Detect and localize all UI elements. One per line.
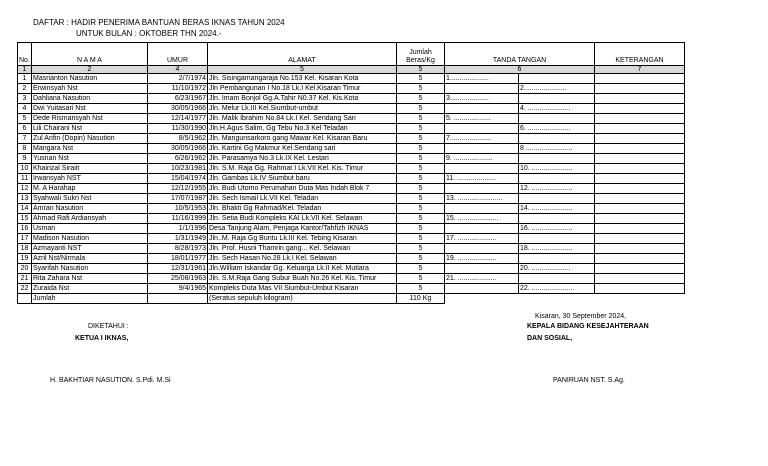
recipient-address: Jln. Parasamya No.3 Lk.IX Kel. Lestari [208, 154, 397, 164]
signature-slot-left [445, 144, 519, 154]
total-words: (Seratus sepuluh kilogram) [208, 294, 397, 304]
row-number: 8 [18, 144, 32, 154]
remarks-cell [595, 184, 685, 194]
recipient-birthdate: 11/16/1999 [148, 214, 208, 224]
kepala-title: KEPALA BIDANG KESEJAHTERAAN [527, 323, 649, 330]
signature-slot-right: 12. ..................... [519, 184, 595, 194]
rice-amount: 5 [397, 234, 445, 244]
recipient-birthdate: 6/26/1962 [148, 154, 208, 164]
recipient-name: Usman [32, 224, 148, 234]
remarks-cell [595, 134, 685, 144]
recipient-address: Kompleks Duta Mas VII Siumbut-Umbut Kisaran [208, 284, 397, 294]
rice-amount: 5 [397, 184, 445, 194]
signature-slot-left [445, 244, 519, 254]
signature-slot-left [445, 264, 519, 274]
signature-slot-left: 1.................... [445, 74, 519, 84]
table-row [18, 224, 685, 234]
table-row [18, 134, 685, 144]
signature-slot-right: 18. ..................... [519, 244, 595, 254]
signature-slot-right: 14. ..................... [519, 204, 595, 214]
recipient-birthdate: 11/10/1972 [148, 84, 208, 94]
row-number: 1 [18, 74, 32, 84]
col-number: 2 [32, 66, 148, 74]
remarks-cell [595, 124, 685, 134]
rice-amount: 5 [397, 114, 445, 124]
recipient-name: Lili Chairani Nst [32, 124, 148, 134]
rice-amount: 5 [397, 274, 445, 284]
signature-slot-right: 8 ........................ [519, 144, 595, 154]
row-number: 18 [18, 244, 32, 254]
recipient-birthdate: 30/05/1966 [148, 104, 208, 114]
row-number: 6 [18, 124, 32, 134]
remarks-cell [595, 254, 685, 264]
col-number: 5 [397, 66, 445, 74]
recipient-birthdate: 15/04/1974 [148, 174, 208, 184]
recipient-name: Dahliana Nasution [32, 94, 148, 104]
total-blank [595, 294, 685, 304]
table-row [18, 154, 685, 164]
rice-amount: 5 [397, 154, 445, 164]
recipient-birthdate: 10/5/1953 [148, 204, 208, 214]
table-row [18, 74, 685, 84]
row-number: 21 [18, 274, 32, 284]
signature-slot-right: 2...................... [519, 84, 595, 94]
recipient-name: Ahmad Rafi Ardiansyah [32, 214, 148, 224]
recipient-name: Dwi Yuitasari Nst [32, 104, 148, 114]
remarks-cell [595, 94, 685, 104]
recipient-birthdate: 8/28/1973 [148, 244, 208, 254]
signature-slot-left: 19. .................... [445, 254, 519, 264]
recipient-birthdate: 17/07/1987 [148, 194, 208, 204]
remarks-cell [595, 164, 685, 174]
signature-slot-left: 15. ..................... [445, 214, 519, 224]
table-row [18, 104, 685, 114]
recipient-name: Syarifah Nasution [32, 264, 148, 274]
remarks-cell [595, 284, 685, 294]
signature-slot-left: 7..................... [445, 134, 519, 144]
recipient-birthdate: 8/5/1962 [148, 134, 208, 144]
signature-slot-left: 9. .................... [445, 154, 519, 164]
signature-slot-left: 17. .................... [445, 234, 519, 244]
recipient-birthdate: 11/30/1990 [148, 124, 208, 134]
signature-slot-right [519, 174, 595, 184]
signature-slot-right [519, 194, 595, 204]
recipient-birthdate: 6/23/1967 [148, 94, 208, 104]
remarks-cell [595, 274, 685, 284]
col-header-nama: N A M A [32, 43, 148, 66]
table-row [18, 124, 685, 134]
signature-slot-right: 20. .................... [519, 264, 595, 274]
recipient-name: Madison Nasution [32, 234, 148, 244]
signature-slot-left [445, 164, 519, 174]
rice-amount: 5 [397, 124, 445, 134]
row-number: 2 [18, 84, 32, 94]
diketahui-label: DIKETAHUI : [88, 323, 129, 330]
row-number: 16 [18, 224, 32, 234]
signature-slot-left [445, 204, 519, 214]
rice-amount: 5 [397, 104, 445, 114]
recipient-address: Jln. S.M. Raja Gg. Rahmat I Lk.VII Kel. Kis. Timur [208, 164, 397, 174]
ketua-title: KETUA I IKNAS, [75, 335, 129, 342]
row-number: 10 [18, 164, 32, 174]
recipient-name: Dede Rismansyah Nst [32, 114, 148, 124]
table-row [18, 254, 685, 264]
table-row [18, 174, 685, 184]
remarks-cell [595, 144, 685, 154]
recipient-name: Masrianton Nasution [32, 74, 148, 84]
signature-slot-left [445, 84, 519, 94]
rice-amount: 5 [397, 264, 445, 274]
signature-slot-left [445, 284, 519, 294]
col-header-no: No. [18, 43, 32, 66]
recipient-name: Zul Arifin (Dopin) Nasution [32, 134, 148, 144]
table-row [18, 244, 685, 254]
table-row [18, 114, 685, 124]
signature-slot-left: 5. ................... [445, 114, 519, 124]
total-amount: 110 Kg [397, 294, 445, 304]
signature-slot-right: 4. ...................... [519, 104, 595, 114]
rice-amount: 5 [397, 174, 445, 184]
signature-slot-right: 22. ...................... [519, 284, 595, 294]
col-header-alamat: ALAMAT [208, 43, 397, 66]
recipient-name: Azmayanti NST [32, 244, 148, 254]
recipient-name: Erwinsyah Nst [32, 84, 148, 94]
rice-amount: 5 [397, 254, 445, 264]
table-row [18, 84, 685, 94]
total-blank [519, 294, 595, 304]
recipient-address: Jln. Budi Utomo Perumahan Duta Mas Indah Blok 7 [208, 184, 397, 194]
remarks-cell [595, 214, 685, 224]
rice-amount: 5 [397, 244, 445, 254]
recipient-name: Irwansyah NST [32, 174, 148, 184]
col-number: 5 [208, 66, 397, 74]
recipient-address: Jln.William Iskandar Gg. Keluarga Lk.II Kel. Mutiara [208, 264, 397, 274]
left-signer-name: H. BAKHTIAR NASUTION. S.Pdi. M.Si [50, 377, 171, 384]
row-number: 7 [18, 134, 32, 144]
row-number: 22 [18, 284, 32, 294]
table-row [18, 194, 685, 204]
recipient-address: Jln. Mangunsarkoro gang Mawar Kel. Kisaran Baru [208, 134, 397, 144]
recipient-address: Desa Tanjung Alam, Penjaga Kantor/Tahfizh IKNAS [208, 224, 397, 234]
signature-slot-left [445, 124, 519, 134]
row-number: 11 [18, 174, 32, 184]
signature-slot-right [519, 234, 595, 244]
col-number: 7 [595, 66, 685, 74]
remarks-cell [595, 154, 685, 164]
recipient-name: Amran Nasution [32, 204, 148, 214]
row-number: 14 [18, 204, 32, 214]
table-row [18, 164, 685, 174]
document-title: DAFTAR : HADIR PENERIMA BANTUAN BERAS IKNAS TAHUN 2024 [33, 18, 285, 27]
total-blank [18, 294, 32, 304]
row-number: 5 [18, 114, 32, 124]
recipient-birthdate: 18/01/1977 [148, 254, 208, 264]
recipient-address: Jln. Bhakti Gg Rahmad/Kel. Teladan [208, 204, 397, 214]
signature-slot-right [519, 94, 595, 104]
row-number: 3 [18, 94, 32, 104]
recipient-address: Jln. Imam Bonjol Gg.A.Tahir N0.37 Kel. Kis.Kota [208, 94, 397, 104]
signature-slot-left: 21. .................... [445, 274, 519, 284]
recipient-address: Jln. Prof. Husni Thamrin gang... Kel. Selawan [208, 244, 397, 254]
table-row [18, 204, 685, 214]
remarks-cell [595, 174, 685, 184]
recipient-birthdate: 2/7/1974 [148, 74, 208, 84]
signature-slot-left: 11. .................... [445, 174, 519, 184]
rice-amount: 5 [397, 164, 445, 174]
rice-amount: 5 [397, 204, 445, 214]
signature-slot-right [519, 254, 595, 264]
recipient-address: Jln..M. Raja Gg Buntu Lk.III Kel. Tebing Kisaran [208, 234, 397, 244]
table-row [18, 234, 685, 244]
signature-slot-left [445, 104, 519, 114]
remarks-cell [595, 264, 685, 274]
recipient-name: Azril Nst/Nirmala [32, 254, 148, 264]
recipient-address: Jln. Setia Budi Kompleks KAI Lk.VII Kel. Selawan [208, 214, 397, 224]
recipient-name: Syahwali Sukri Nst [32, 194, 148, 204]
remarks-cell [595, 244, 685, 254]
col-header-umur: UMUR [148, 43, 208, 66]
table-row [18, 274, 685, 284]
recipient-birthdate: 10/23/1981 [148, 164, 208, 174]
table-row [18, 214, 685, 224]
remarks-cell [595, 114, 685, 124]
table-row [18, 144, 685, 154]
signature-slot-right [519, 114, 595, 124]
recipients-table [17, 42, 685, 304]
col-number: 6 [445, 66, 595, 74]
col-number: 1 [18, 66, 32, 74]
recipient-birthdate: 9/4/1965 [148, 284, 208, 294]
rice-amount: 5 [397, 214, 445, 224]
rice-amount: 5 [397, 94, 445, 104]
col-header-tanda-tangan: TANDA TANGAN [445, 43, 595, 66]
table-row [18, 264, 685, 274]
table-row [18, 94, 685, 104]
rice-amount: 5 [397, 194, 445, 204]
recipient-name: Khairizal Siraiit [32, 164, 148, 174]
rice-amount: 5 [397, 144, 445, 154]
row-number: 13 [18, 194, 32, 204]
signature-slot-left: 13. ....................... [445, 194, 519, 204]
col-header-jumlah: Jumlah Beras/Kg [397, 43, 445, 66]
row-number: 9 [18, 154, 32, 164]
kepala-title-line2: DAN SOSIAL, [527, 335, 573, 342]
remarks-cell [595, 194, 685, 204]
signature-slot-left [445, 184, 519, 194]
recipient-birthdate: 12/12/1955 [148, 184, 208, 194]
recipient-name: M. A Harahap [32, 184, 148, 194]
table-header-row [18, 43, 685, 66]
row-number: 4 [18, 104, 32, 114]
recipient-address: Jln.H.Agus Salim, Gg Tebu No.3 Kel Teladan [208, 124, 397, 134]
recipient-birthdate: 1/31/1949 [148, 234, 208, 244]
recipient-name: Zuraida Nst [32, 284, 148, 294]
signature-slot-left [445, 224, 519, 234]
recipient-name: Rita Zahara Nst [32, 274, 148, 284]
row-number: 19 [18, 254, 32, 264]
remarks-cell [595, 204, 685, 214]
column-number-row [18, 66, 685, 74]
remarks-cell [595, 224, 685, 234]
recipient-name: Yusnan Nst [32, 154, 148, 164]
rice-amount: 5 [397, 134, 445, 144]
recipient-birthdate: 30/05/1966 [148, 144, 208, 154]
total-label: Jumlah [32, 294, 148, 304]
signature-slot-right: 16. ..................... [519, 224, 595, 234]
signature-slot-right: 10. ..................... [519, 164, 595, 174]
row-number: 15 [18, 214, 32, 224]
recipient-address: Jln. Sech Ismail Lk.VII Kel. Teladan [208, 194, 397, 204]
signature-slot-right [519, 154, 595, 164]
rice-amount: 5 [397, 74, 445, 84]
recipient-address: Jln. Sisingamangaraja No.153 Kel. Kisaran Kota [208, 74, 397, 84]
table-row [18, 184, 685, 194]
place-date: Kisaran, 30 September 2024, [535, 313, 627, 320]
right-signer-name: PANIRUAN NST. S.Ag. [553, 377, 625, 384]
table-row [18, 284, 685, 294]
recipient-address: Jln. Melur Lk.III Kel.Siumbut-umbut [208, 104, 397, 114]
recipient-name: Mangara Nst [32, 144, 148, 154]
total-blank [445, 294, 519, 304]
remarks-cell [595, 104, 685, 114]
recipient-birthdate: 12/31/1961 [148, 264, 208, 274]
signature-slot-left: 3.................... [445, 94, 519, 104]
recipient-address: Jln. Malik Ibrahim No.84 Lk.I Kel. Sendang Sari [208, 114, 397, 124]
rice-amount: 5 [397, 284, 445, 294]
remarks-cell [595, 234, 685, 244]
signature-slot-right [519, 214, 595, 224]
total-blank [148, 294, 208, 304]
remarks-cell [595, 74, 685, 84]
remarks-cell [595, 84, 685, 94]
recipient-address: Jln. Sech Hasan No.28 Lk.I Kel. Selawan [208, 254, 397, 264]
recipient-birthdate: 25/08/1963 [148, 274, 208, 284]
row-number: 12 [18, 184, 32, 194]
col-header-keterangan: KETERANGAN [595, 43, 685, 66]
document-month: UNTUK BULAN : OKTOBER THN 2024.- [76, 29, 222, 38]
row-number: 20 [18, 264, 32, 274]
row-number: 17 [18, 234, 32, 244]
recipient-birthdate: 12/14/1977 [148, 114, 208, 124]
recipient-address: Jln. S.M.Raja Gang Subur Buah No.26 Kel. Kis. Timur [208, 274, 397, 284]
total-row [18, 294, 685, 304]
recipient-birthdate: 1/1/1996 [148, 224, 208, 234]
rice-amount: 5 [397, 224, 445, 234]
signature-slot-right: 6. ...................... [519, 124, 595, 134]
signature-slot-right [519, 134, 595, 144]
recipient-address: Jln. Kartini Gg Makmur Kel.Sendang sari [208, 144, 397, 154]
signature-slot-right [519, 274, 595, 284]
col-number: 4 [148, 66, 208, 74]
recipient-address: Jln. Gambas Lk.IV Siumbut baru [208, 174, 397, 184]
recipient-address: Jln Pembangunan I No.18 Lk.I Kel.Kisaran Timur [208, 84, 397, 94]
rice-amount: 5 [397, 84, 445, 94]
signature-slot-right [519, 74, 595, 84]
